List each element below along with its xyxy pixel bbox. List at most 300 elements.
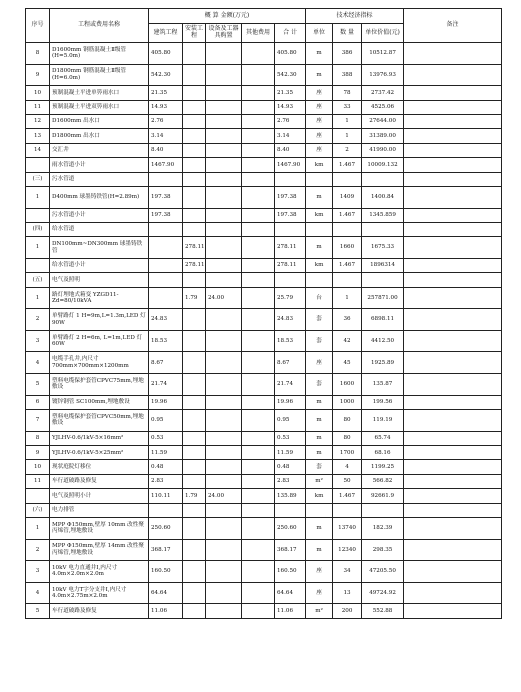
cell-name: 现状庭院灯移位 xyxy=(50,460,149,474)
table-row xyxy=(26,114,502,128)
cell-remark xyxy=(404,330,502,352)
cell-qty: 1000 xyxy=(333,395,362,409)
cell-unit-price: 65.74 xyxy=(362,431,404,445)
cell-seq: 14 xyxy=(26,143,50,157)
cell-unit-price: 1400.84 xyxy=(362,186,404,208)
header-name: 工程或费用名称 xyxy=(50,9,149,43)
cell-construction: 2.76 xyxy=(149,114,183,128)
cell-qty: 1.467 xyxy=(333,158,362,172)
table-row xyxy=(26,489,502,503)
cell-seq: 3 xyxy=(26,561,50,583)
cell-name: 车行道破路及修复 xyxy=(50,474,149,488)
cell-construction: 2.83 xyxy=(149,474,183,488)
cell-remark xyxy=(404,186,502,208)
cell-total: 24.83 xyxy=(275,309,306,331)
cell-remark xyxy=(404,208,502,222)
cell-seq xyxy=(26,208,50,222)
cell-unit: km xyxy=(306,208,333,222)
cell-equipment xyxy=(206,222,242,236)
cell-qty xyxy=(333,222,362,236)
cell-unit: 套 xyxy=(306,330,333,352)
cell-unit-price xyxy=(362,503,404,517)
cell-qty: 1660 xyxy=(333,237,362,259)
cell-name: 预制混凝土平进双箅雨水口 xyxy=(50,100,149,114)
cell-construction xyxy=(149,172,183,186)
cell-seq: 7 xyxy=(26,410,50,432)
cell-other xyxy=(242,273,275,287)
cell-equipment xyxy=(206,43,242,65)
cell-name: 电力排管 xyxy=(50,503,149,517)
cell-unit-price: 566.82 xyxy=(362,474,404,488)
cell-unit: 台 xyxy=(306,287,333,309)
cell-construction xyxy=(149,503,183,517)
cell-total: 197.38 xyxy=(275,186,306,208)
cell-unit-price: 182.39 xyxy=(362,517,404,539)
cell-equipment xyxy=(206,604,242,618)
cell-unit-price: 1345.859 xyxy=(362,208,404,222)
table-row xyxy=(26,309,502,331)
cell-installation xyxy=(183,129,206,143)
cell-seq: 10 xyxy=(26,460,50,474)
cell-name: 污水管道小计 xyxy=(50,208,149,222)
table-row xyxy=(26,446,502,460)
cell-total xyxy=(275,172,306,186)
cell-equipment xyxy=(206,114,242,128)
cell-installation xyxy=(183,561,206,583)
cell-qty: 80 xyxy=(333,410,362,432)
cell-unit-price: 1896314 xyxy=(362,258,404,272)
cell-qty: 1.467 xyxy=(333,489,362,503)
cell-remark xyxy=(404,222,502,236)
table-row xyxy=(26,64,502,86)
cell-equipment xyxy=(206,309,242,331)
cell-equipment xyxy=(206,172,242,186)
table-row xyxy=(26,460,502,474)
cell-unit-price: 49724.92 xyxy=(362,582,404,604)
cell-installation xyxy=(183,460,206,474)
cell-other xyxy=(242,43,275,65)
table-row xyxy=(26,86,502,100)
cell-other xyxy=(242,129,275,143)
cell-unit-price: 4412.50 xyxy=(362,330,404,352)
cell-unit: 座 xyxy=(306,582,333,604)
cell-equipment xyxy=(206,129,242,143)
cell-remark xyxy=(404,287,502,309)
cell-installation xyxy=(183,330,206,352)
cell-construction: 21.35 xyxy=(149,86,183,100)
cell-total: 11.06 xyxy=(275,604,306,618)
table-row xyxy=(26,100,502,114)
cell-remark xyxy=(404,158,502,172)
cell-equipment xyxy=(206,186,242,208)
cell-qty: 388 xyxy=(333,64,362,86)
cell-construction: 1467.90 xyxy=(149,158,183,172)
cell-total: 0.48 xyxy=(275,460,306,474)
cell-unit-price: 68.16 xyxy=(362,446,404,460)
cell-remark xyxy=(404,143,502,157)
cell-unit: 座 xyxy=(306,86,333,100)
cell-seq: (五) xyxy=(26,273,50,287)
cell-remark xyxy=(404,100,502,114)
cell-total: 14.93 xyxy=(275,100,306,114)
table-row xyxy=(26,43,502,65)
table-row xyxy=(26,561,502,583)
table-row xyxy=(26,172,502,186)
cell-installation xyxy=(183,474,206,488)
cell-other xyxy=(242,410,275,432)
table-row xyxy=(26,374,502,396)
cell-qty: 1700 xyxy=(333,446,362,460)
cell-seq: 9 xyxy=(26,64,50,86)
cell-total: 278.11 xyxy=(275,258,306,272)
cell-other xyxy=(242,287,275,309)
cell-installation xyxy=(183,374,206,396)
header-equipment: 设备及工器具购置 xyxy=(206,24,242,43)
cell-qty xyxy=(333,503,362,517)
cell-remark xyxy=(404,374,502,396)
cell-remark xyxy=(404,309,502,331)
cell-unit: 座 xyxy=(306,129,333,143)
cell-construction xyxy=(149,237,183,259)
cell-seq xyxy=(26,158,50,172)
header-tech-indicators: 技术经济指标 xyxy=(306,9,404,24)
cell-qty: 78 xyxy=(333,86,362,100)
cell-equipment xyxy=(206,86,242,100)
cell-unit: 座 xyxy=(306,561,333,583)
header-installation: 安装工程 xyxy=(183,24,206,43)
cell-unit-price: 4525.06 xyxy=(362,100,404,114)
cell-equipment: 24.00 xyxy=(206,287,242,309)
header-remark: 备注 xyxy=(404,9,502,43)
table-row xyxy=(26,258,502,272)
cell-qty: 1.467 xyxy=(333,258,362,272)
cell-seq: 2 xyxy=(26,539,50,561)
cell-name: 车行道破路及修复 xyxy=(50,604,149,618)
cell-unit: 套 xyxy=(306,460,333,474)
table-row xyxy=(26,352,502,374)
cell-qty: 80 xyxy=(333,431,362,445)
cell-other xyxy=(242,561,275,583)
budget-sheet xyxy=(25,8,501,619)
cell-total: 19.96 xyxy=(275,395,306,409)
cell-equipment xyxy=(206,273,242,287)
cell-unit: 套 xyxy=(306,309,333,331)
cell-total: 0.53 xyxy=(275,431,306,445)
cell-name: MPP Φ150mm,壁厚 10mm 改性聚丙烯管,埋地敷设 xyxy=(50,517,149,539)
cell-seq: 1 xyxy=(26,517,50,539)
cell-equipment xyxy=(206,64,242,86)
cell-name: 塑料电缆保护套管CPVC50mm,埋地敷设 xyxy=(50,410,149,432)
cell-remark xyxy=(404,410,502,432)
cell-remark xyxy=(404,517,502,539)
cell-construction xyxy=(149,258,183,272)
cell-remark xyxy=(404,561,502,583)
cell-qty xyxy=(333,172,362,186)
table-row xyxy=(26,222,502,236)
cell-seq: 1 xyxy=(26,186,50,208)
table-row xyxy=(26,129,502,143)
cell-construction: 11.06 xyxy=(149,604,183,618)
cell-equipment xyxy=(206,374,242,396)
cell-total: 135.89 xyxy=(275,489,306,503)
cell-unit: 座 xyxy=(306,143,333,157)
cell-other xyxy=(242,539,275,561)
cell-construction: 110.11 xyxy=(149,489,183,503)
cell-unit: m xyxy=(306,431,333,445)
cell-total: 2.83 xyxy=(275,474,306,488)
cell-remark xyxy=(404,446,502,460)
cell-total: 8.67 xyxy=(275,352,306,374)
cell-total: 405.80 xyxy=(275,43,306,65)
cell-unit: 套 xyxy=(306,374,333,396)
cell-seq: 2 xyxy=(26,309,50,331)
cell-installation xyxy=(183,352,206,374)
cell-total: 197.38 xyxy=(275,208,306,222)
cell-name: MPP Φ150mm,壁厚 14mm 改性聚丙烯管,埋地敷设 xyxy=(50,539,149,561)
cell-other xyxy=(242,100,275,114)
cell-qty: 1 xyxy=(333,287,362,309)
cell-name: 预制混凝土平进单箅雨水口 xyxy=(50,86,149,100)
cell-construction: 405.80 xyxy=(149,43,183,65)
cell-remark xyxy=(404,604,502,618)
cell-remark xyxy=(404,431,502,445)
cell-total: 250.60 xyxy=(275,517,306,539)
cell-installation xyxy=(183,410,206,432)
cell-qty: 1600 xyxy=(333,374,362,396)
cell-name: DN100mm~DN300mm 球墨铸铁管 xyxy=(50,237,149,259)
cell-installation xyxy=(183,100,206,114)
cell-name: 塑料电缆保护套管CPVC75mm,埋地敷设 xyxy=(50,374,149,396)
table-row xyxy=(26,582,502,604)
cell-seq: 1 xyxy=(26,287,50,309)
cell-remark xyxy=(404,114,502,128)
cell-equipment xyxy=(206,258,242,272)
cell-remark xyxy=(404,43,502,65)
cell-remark xyxy=(404,86,502,100)
cell-installation: 278.11 xyxy=(183,237,206,259)
cell-equipment xyxy=(206,352,242,374)
cell-unit-price: 92661.9 xyxy=(362,489,404,503)
table-row xyxy=(26,503,502,517)
table-row xyxy=(26,604,502,618)
cell-name: D1800mm 钢筋混凝土Ⅱ级管(H=6.0m) xyxy=(50,64,149,86)
cell-total: 25.79 xyxy=(275,287,306,309)
cell-construction: 11.59 xyxy=(149,446,183,460)
table-row xyxy=(26,208,502,222)
cell-name: YJLHV-0.6/1kV-5×25mm² xyxy=(50,446,149,460)
cell-total: 64.64 xyxy=(275,582,306,604)
cell-unit-price: 31389.00 xyxy=(362,129,404,143)
table-row xyxy=(26,431,502,445)
cell-installation xyxy=(183,208,206,222)
cell-equipment xyxy=(206,330,242,352)
cell-unit-price: 257871.00 xyxy=(362,287,404,309)
cell-equipment xyxy=(206,460,242,474)
cell-installation xyxy=(183,539,206,561)
cell-equipment xyxy=(206,582,242,604)
cell-qty: 13740 xyxy=(333,517,362,539)
cell-unit: 座 xyxy=(306,100,333,114)
cell-installation: 278.11 xyxy=(183,258,206,272)
cell-unit-price: 552.88 xyxy=(362,604,404,618)
header-total: 合 计 xyxy=(275,24,306,43)
cell-equipment xyxy=(206,539,242,561)
cell-unit: m xyxy=(306,186,333,208)
cell-remark xyxy=(404,129,502,143)
header-unit-price: 单位价值(元) xyxy=(362,24,404,43)
cell-name: 给水管道小计 xyxy=(50,258,149,272)
cell-unit-price: 119.19 xyxy=(362,410,404,432)
cell-qty: 386 xyxy=(333,43,362,65)
cell-unit: m xyxy=(306,446,333,460)
cell-qty: 1409 xyxy=(333,186,362,208)
cell-other xyxy=(242,114,275,128)
cell-seq: 8 xyxy=(26,43,50,65)
cell-qty: 1 xyxy=(333,114,362,128)
cell-unit xyxy=(306,172,333,186)
cell-other xyxy=(242,517,275,539)
cell-unit xyxy=(306,273,333,287)
cell-total: 21.35 xyxy=(275,86,306,100)
cell-installation xyxy=(183,172,206,186)
cell-installation xyxy=(183,503,206,517)
cell-construction: 368.17 xyxy=(149,539,183,561)
cell-other xyxy=(242,474,275,488)
cell-total: 2.76 xyxy=(275,114,306,128)
cell-total: 160.50 xyxy=(275,561,306,583)
cell-construction: 0.48 xyxy=(149,460,183,474)
cell-equipment xyxy=(206,143,242,157)
cell-other xyxy=(242,258,275,272)
table-row xyxy=(26,330,502,352)
cell-remark xyxy=(404,64,502,86)
cell-other xyxy=(242,374,275,396)
cell-name: 交汇井 xyxy=(50,143,149,157)
cell-unit-price: 47205.50 xyxy=(362,561,404,583)
cell-installation xyxy=(183,186,206,208)
cell-other xyxy=(242,395,275,409)
cell-other xyxy=(242,208,275,222)
cell-seq: 4 xyxy=(26,352,50,374)
header-construction: 建筑工程 xyxy=(149,24,183,43)
cell-name: 10kV 电力直通井Ⅰ,内尺寸 4.0m×2.0m×2.0m xyxy=(50,561,149,583)
cell-installation xyxy=(183,64,206,86)
table-row xyxy=(26,143,502,157)
cell-other xyxy=(242,86,275,100)
cell-remark xyxy=(404,489,502,503)
cell-remark xyxy=(404,474,502,488)
cell-name: 路灯埋地式箱变 YZGD11-Zd=80/10kVA xyxy=(50,287,149,309)
table-row xyxy=(26,186,502,208)
cell-other xyxy=(242,186,275,208)
cell-equipment xyxy=(206,100,242,114)
table-row xyxy=(26,158,502,172)
cell-name: 污水管道 xyxy=(50,172,149,186)
cell-seq: 10 xyxy=(26,86,50,100)
cell-other xyxy=(242,503,275,517)
cell-seq: 12 xyxy=(26,114,50,128)
cell-unit-price xyxy=(362,172,404,186)
cell-construction: 18.53 xyxy=(149,330,183,352)
cell-equipment xyxy=(206,503,242,517)
cell-construction: 542.30 xyxy=(149,64,183,86)
cell-qty: 2 xyxy=(333,143,362,157)
cell-name: 给水管道 xyxy=(50,222,149,236)
cell-other xyxy=(242,352,275,374)
cell-equipment xyxy=(206,237,242,259)
cell-construction xyxy=(149,273,183,287)
cell-other xyxy=(242,330,275,352)
cell-installation xyxy=(183,273,206,287)
cell-name: 镀锌钢管 SC100mm,埋地敷设 xyxy=(50,395,149,409)
cell-equipment xyxy=(206,208,242,222)
cell-unit: m xyxy=(306,43,333,65)
cell-other xyxy=(242,172,275,186)
cell-unit-price: 199.56 xyxy=(362,395,404,409)
cell-unit: 座 xyxy=(306,352,333,374)
cell-total: 11.59 xyxy=(275,446,306,460)
cell-construction xyxy=(149,287,183,309)
cell-name: YJLHV-0.6/1kV-5×16mm² xyxy=(50,431,149,445)
table-row xyxy=(26,237,502,259)
budget-rows xyxy=(26,43,502,619)
cell-qty: 1.467 xyxy=(333,208,362,222)
cell-unit: km xyxy=(306,158,333,172)
cell-unit-price xyxy=(362,273,404,287)
cell-remark xyxy=(404,503,502,517)
cell-remark xyxy=(404,237,502,259)
cell-construction: 160.50 xyxy=(149,561,183,583)
cell-total: 542.30 xyxy=(275,64,306,86)
cell-construction: 64.64 xyxy=(149,582,183,604)
cell-remark xyxy=(404,582,502,604)
cell-construction: 8.40 xyxy=(149,143,183,157)
cell-installation xyxy=(183,582,206,604)
cell-construction: 250.60 xyxy=(149,517,183,539)
cell-total xyxy=(275,222,306,236)
cell-equipment xyxy=(206,517,242,539)
cell-total: 278.11 xyxy=(275,237,306,259)
cell-other xyxy=(242,489,275,503)
header-row-1 xyxy=(26,9,502,24)
cell-construction: 197.38 xyxy=(149,208,183,222)
cell-installation xyxy=(183,395,206,409)
cell-unit xyxy=(306,222,333,236)
cell-seq: 3 xyxy=(26,330,50,352)
cell-construction: 8.67 xyxy=(149,352,183,374)
cell-name: D1800mm 出水口 xyxy=(50,129,149,143)
cell-equipment xyxy=(206,474,242,488)
cell-construction: 197.38 xyxy=(149,186,183,208)
cell-unit: m² xyxy=(306,604,333,618)
budget-table xyxy=(25,8,502,619)
cell-name: 单臂路灯 2 H=6m, L=1m,LED 灯 60W xyxy=(50,330,149,352)
cell-name: D1600mm 出水口 xyxy=(50,114,149,128)
cell-seq xyxy=(26,258,50,272)
cell-remark xyxy=(404,172,502,186)
cell-remark xyxy=(404,258,502,272)
cell-equipment xyxy=(206,431,242,445)
cell-unit: m xyxy=(306,237,333,259)
cell-installation xyxy=(183,158,206,172)
cell-total: 0.95 xyxy=(275,410,306,432)
cell-installation xyxy=(183,446,206,460)
cell-seq: 1 xyxy=(26,237,50,259)
cell-seq: (三) xyxy=(26,172,50,186)
cell-other xyxy=(242,460,275,474)
cell-other xyxy=(242,222,275,236)
cell-other xyxy=(242,446,275,460)
